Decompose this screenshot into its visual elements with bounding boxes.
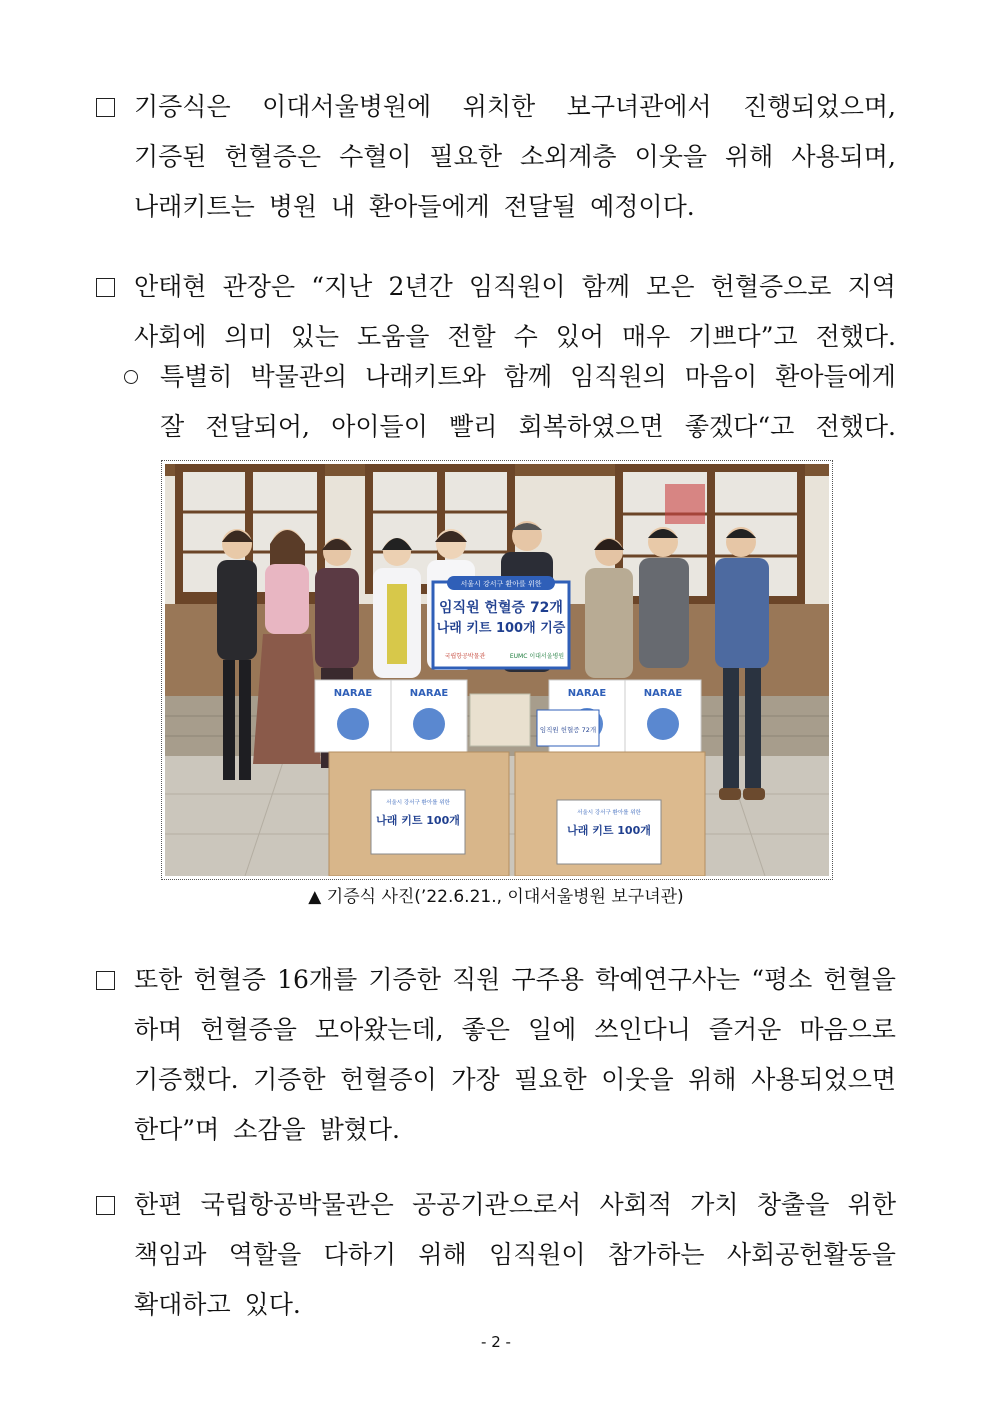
- word: 가장: [451, 1065, 500, 1094]
- word: 소외계층: [519, 142, 617, 171]
- word: 아이들이: [331, 412, 428, 441]
- photo-frame: [161, 460, 833, 880]
- word: 함께: [503, 362, 553, 391]
- checkbox-square-icon: [96, 971, 115, 990]
- word: 안태현: [134, 272, 207, 301]
- word: 창출을: [756, 1190, 830, 1219]
- bag-label-2: NARAE: [409, 688, 449, 699]
- paragraph-1-line-1: [134, 82, 896, 132]
- photo-caption: ▲ 기증식 사진(’22.6.21., 이대서울병원 보구녀관): [308, 887, 684, 907]
- word: 가치: [690, 1190, 739, 1219]
- paragraph-3-line-4: 한다”며 소감을 밝혔다.: [134, 1115, 400, 1144]
- word: 책임과: [134, 1240, 207, 1269]
- word: 직원: [452, 965, 501, 994]
- word: 구주용: [511, 965, 584, 994]
- word: 전할: [447, 322, 496, 351]
- word: 모은: [646, 272, 695, 301]
- word: 하며: [134, 1015, 183, 1044]
- paragraph-4-line-3: 확대하고 있다.: [134, 1290, 301, 1319]
- word: 다하기: [323, 1240, 397, 1269]
- box-label-2: 나래 키트 100개: [567, 824, 651, 837]
- checkbox-square-icon: [96, 278, 115, 297]
- word: 기쁘다”고: [688, 322, 798, 351]
- word: 쓰인다니: [594, 1015, 691, 1044]
- word: 이대서울병원에: [262, 92, 432, 121]
- bag-label-4: NARAE: [643, 688, 683, 699]
- word: 참가하는: [607, 1240, 705, 1269]
- box-small-text-1: 서울시 강서구 환아를 위한: [386, 800, 450, 806]
- word: 또한: [134, 965, 183, 994]
- word: 사회적: [599, 1190, 672, 1219]
- paragraph-4: [96, 1180, 896, 1330]
- word: 잘: [160, 412, 185, 441]
- word: 좋은: [461, 1015, 510, 1044]
- word: 즐거운: [708, 1015, 782, 1044]
- paragraph-3-line-3: [134, 1055, 896, 1105]
- word: 위해: [725, 142, 774, 171]
- word: 헌혈증은: [224, 142, 322, 171]
- word: 수: [513, 322, 538, 351]
- word: 기증했다.: [134, 1065, 239, 1094]
- word: 나래키트와: [365, 362, 486, 391]
- word: 한편: [134, 1190, 183, 1219]
- banner-line-1: 임직원 헌혈증 72개: [439, 600, 563, 616]
- small-sign-text: 임직원 헌혈증 72개: [539, 726, 597, 734]
- word: 위해: [418, 1240, 467, 1269]
- word: 사용되었으면: [751, 1065, 896, 1094]
- word: 이웃을: [601, 1065, 674, 1094]
- word: 국립항공박물관은: [200, 1190, 394, 1219]
- word: 박물관의: [250, 362, 348, 391]
- paragraph-3: [96, 955, 896, 1155]
- word: 사회공헌활동을: [726, 1240, 896, 1269]
- word: 기증한: [253, 1065, 326, 1094]
- word: 위한: [847, 1190, 896, 1219]
- word: 역할을: [228, 1240, 302, 1269]
- word: 기증된: [134, 142, 207, 171]
- box-label-1: 나래 키트 100개: [376, 814, 460, 827]
- bag-label-3: NARAE: [567, 688, 607, 699]
- word: “지난: [311, 272, 373, 301]
- word: 기증한: [368, 965, 441, 994]
- word: 헌혈증이: [340, 1065, 437, 1094]
- word: 헌혈을: [823, 965, 896, 994]
- paragraph-4-line-1: [134, 1180, 896, 1230]
- word: 있는: [290, 322, 339, 351]
- word: 16개를: [277, 965, 358, 994]
- ceremony-photo-illustration: [165, 464, 829, 876]
- word: 특별히: [160, 362, 233, 391]
- word: 빨리: [449, 412, 498, 441]
- paragraph-3-line-2: [134, 1005, 896, 1055]
- word: 헌혈증을: [200, 1015, 297, 1044]
- word: 관장은: [222, 272, 296, 301]
- bullet-circle-icon: [124, 370, 138, 384]
- page-number: - 2 -: [481, 1333, 511, 1351]
- word: 필요한: [429, 142, 502, 171]
- box-small-text-2: 서울시 강서구 환아를 위한: [577, 810, 641, 816]
- word: 사용되며,: [791, 142, 896, 171]
- word: 헌혈증으로: [710, 272, 832, 301]
- word: 매우: [621, 322, 671, 351]
- word: 이웃을: [634, 142, 708, 171]
- word: 함께: [581, 272, 630, 301]
- paragraph-1-line-3: 나래키트는 병원 내 환아들에게 전달될 예정이다.: [134, 192, 695, 221]
- word: 회복하였으면: [518, 412, 664, 441]
- word: 2년간: [388, 272, 453, 301]
- word: 사회에: [134, 322, 207, 351]
- word: 도움을: [356, 322, 430, 351]
- banner-logo-left: 국립항공박물관: [444, 653, 486, 660]
- word: 지역: [847, 272, 896, 301]
- paragraph-1: [96, 82, 896, 232]
- word: 공공기관으로서: [412, 1190, 582, 1219]
- word: 모아왔는데,: [314, 1015, 444, 1044]
- word: 있어: [555, 322, 605, 351]
- paragraph-2: [96, 262, 896, 362]
- word: 의미: [224, 322, 273, 351]
- word: 진행되었으며,: [743, 92, 896, 121]
- word: 임직원의: [570, 362, 667, 391]
- word: 전했다.: [815, 322, 896, 351]
- word: “평소: [751, 965, 813, 994]
- word: 마음으로: [799, 1015, 896, 1044]
- paragraph-1-line-2: [134, 132, 896, 182]
- paragraph-3-line-1: [134, 955, 896, 1005]
- paragraph-2-sub-line-2: [160, 402, 896, 452]
- word: 임직원이: [488, 1240, 586, 1269]
- word: 전했다.: [815, 412, 896, 441]
- banner-line-2: 나래 키트 100개 기증: [436, 621, 566, 636]
- paragraph-2-sub-line-1: [160, 352, 896, 402]
- word: 필요한: [514, 1065, 587, 1094]
- word: 전달되어,: [205, 412, 310, 441]
- banner-small-text: 서울시 강서구 환아를 위한: [460, 580, 542, 588]
- word: 기증식은: [134, 92, 231, 121]
- word: 좋겠다“고: [684, 412, 795, 441]
- word: 학예연구사는: [595, 965, 741, 994]
- word: 환아들에게: [775, 362, 896, 391]
- word: 임직원이: [468, 272, 566, 301]
- checkbox-square-icon: [96, 98, 115, 117]
- checkbox-square-icon: [96, 1196, 115, 1215]
- word: 보구녀관에서: [566, 92, 712, 121]
- bag-label-1: NARAE: [333, 688, 373, 699]
- word: 일에: [527, 1015, 577, 1044]
- paragraph-2-sub: [124, 352, 896, 452]
- word: 마음이: [684, 362, 758, 391]
- word: 위해: [688, 1065, 737, 1094]
- word: 수혈이: [339, 142, 412, 171]
- ceremony-photo: [165, 464, 829, 876]
- word: 위치한: [462, 92, 536, 121]
- paragraph-4-line-2: [134, 1230, 896, 1280]
- banner-logo-right: EUMC 이대서울병원: [509, 653, 565, 660]
- word: 헌혈증: [193, 965, 266, 994]
- paragraph-2-line-1: [134, 262, 896, 312]
